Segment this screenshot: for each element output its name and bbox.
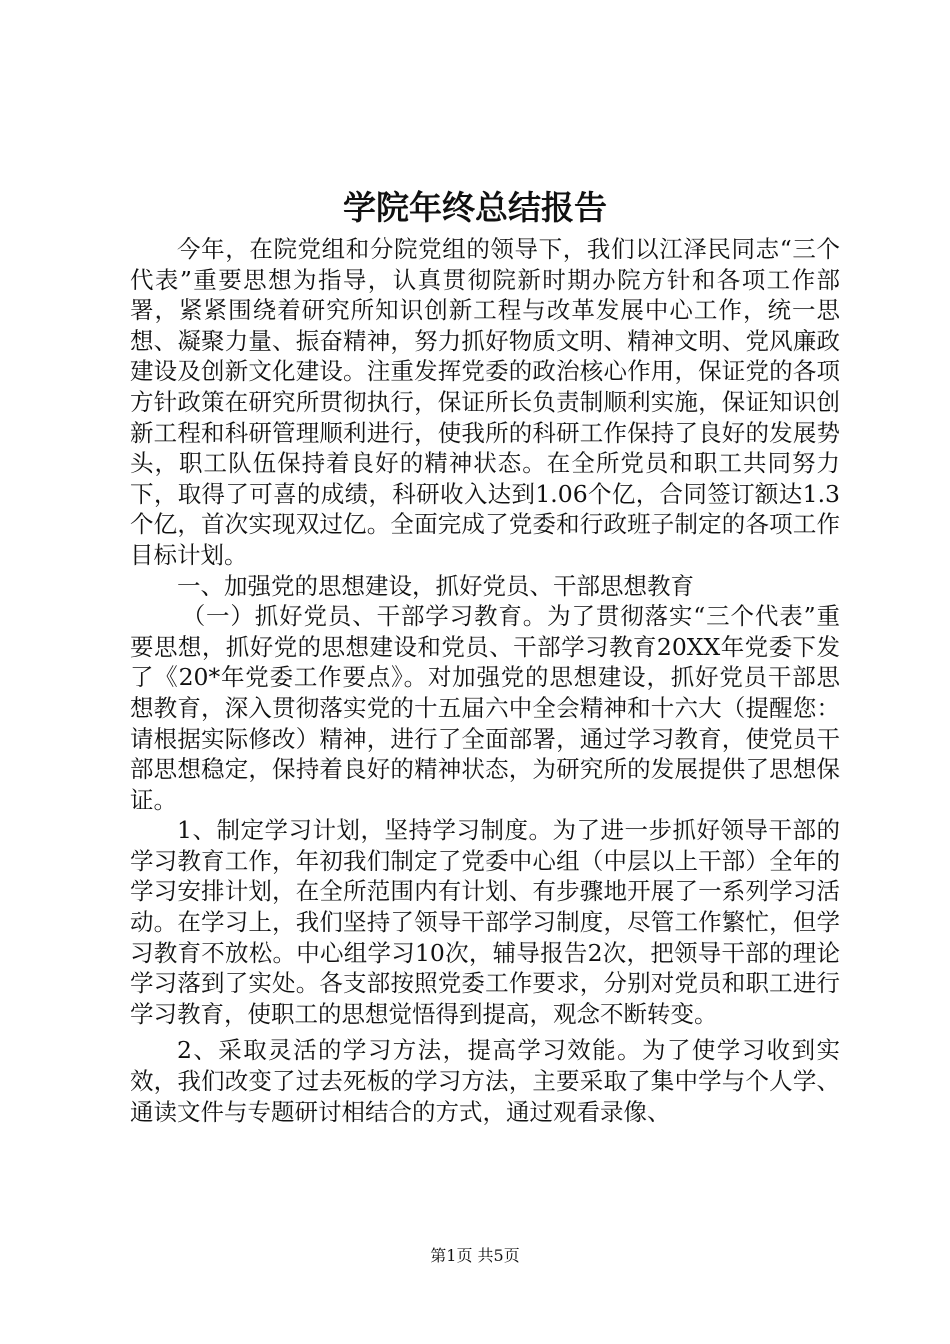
paragraph-item-2: 2、采取灵活的学习方法，提高学习效能。为了使学习收到实效，我们改变了过去死板的学习方法，主要采取了集中学与个人学、通读文件与专题研讨相结合的方式，通过观看录像、	[130, 1036, 840, 1126]
paragraph-intro: 今年，在院党组和分院党组的领导下，我们以江泽民同志“三个代表”重要思想为指导，认真贯彻院新时期办院方针和各项工作部署，紧紧围绕着研究所知识创新工程与改革发展中心工作，统一思想、凝聚力量、振奋精神，努力抓好物质文明、精神文明、党风廉政建设及创新文化建设。注重发挥党委的政治核心作用，保证党的各项方针政策在研究所贯彻执行，保证所长负责制顺利实施，保证知识创新工程和科研管理顺利进行，使我所的科研工作保持了良好的发展势头，职工队伍保持着良好的精神状态。在全所党员和职工共同努力下，取得了可喜的成绩，科研收入达到1.06个亿，合同签订额达1.3个亿，首次实现双过亿。全面完成了党委和行政班子制定的各项工作目标计划。	[130, 235, 840, 569]
document-body	[130, 234, 840, 1127]
paragraph-subsection-1: （一）抓好党员、干部学习教育。为了贯彻落实“三个代表”重要思想，抓好党的思想建设和党员、干部学习教育20XX年党委下发了《20*年党委工作要点》。对加强党的思想建设，抓好党员干部思想教育，深入贯彻落实党的十五届六中全会精神和十六大（提醒您：请根据实际修改）精神，进行了全面部署，通过学习教育，使党员干部思想稳定，保持着良好的精神状态，为研究所的发展提供了思想保证。	[130, 602, 840, 814]
section-heading: 一、加强党的思想建设，抓好党员、干部思想教育	[177, 571, 694, 600]
page-indicator: 第1页 共5页	[430, 1246, 520, 1265]
paragraph-item-1: 1、制定学习计划，坚持学习制度。为了进一步抓好领导干部的学习教育工作，年初我们制定了党委中心组（中层以上干部）全年的学习安排计划，在全所范围内有计划、有步骤地开展了一系列学习活动。在学习上，我们坚持了领导干部学习制度，尽管工作繁忙，但学习教育不放松。中心组学习10次，辅导报告2次，把领导干部的理论学习落到了实处。各支部按照党委工作要求，分别对党员和职工进行学习教育，使职工的思想觉悟得到提高，观念不断转变。	[130, 816, 840, 1028]
document-title: 学院年终总结报告	[343, 188, 607, 227]
